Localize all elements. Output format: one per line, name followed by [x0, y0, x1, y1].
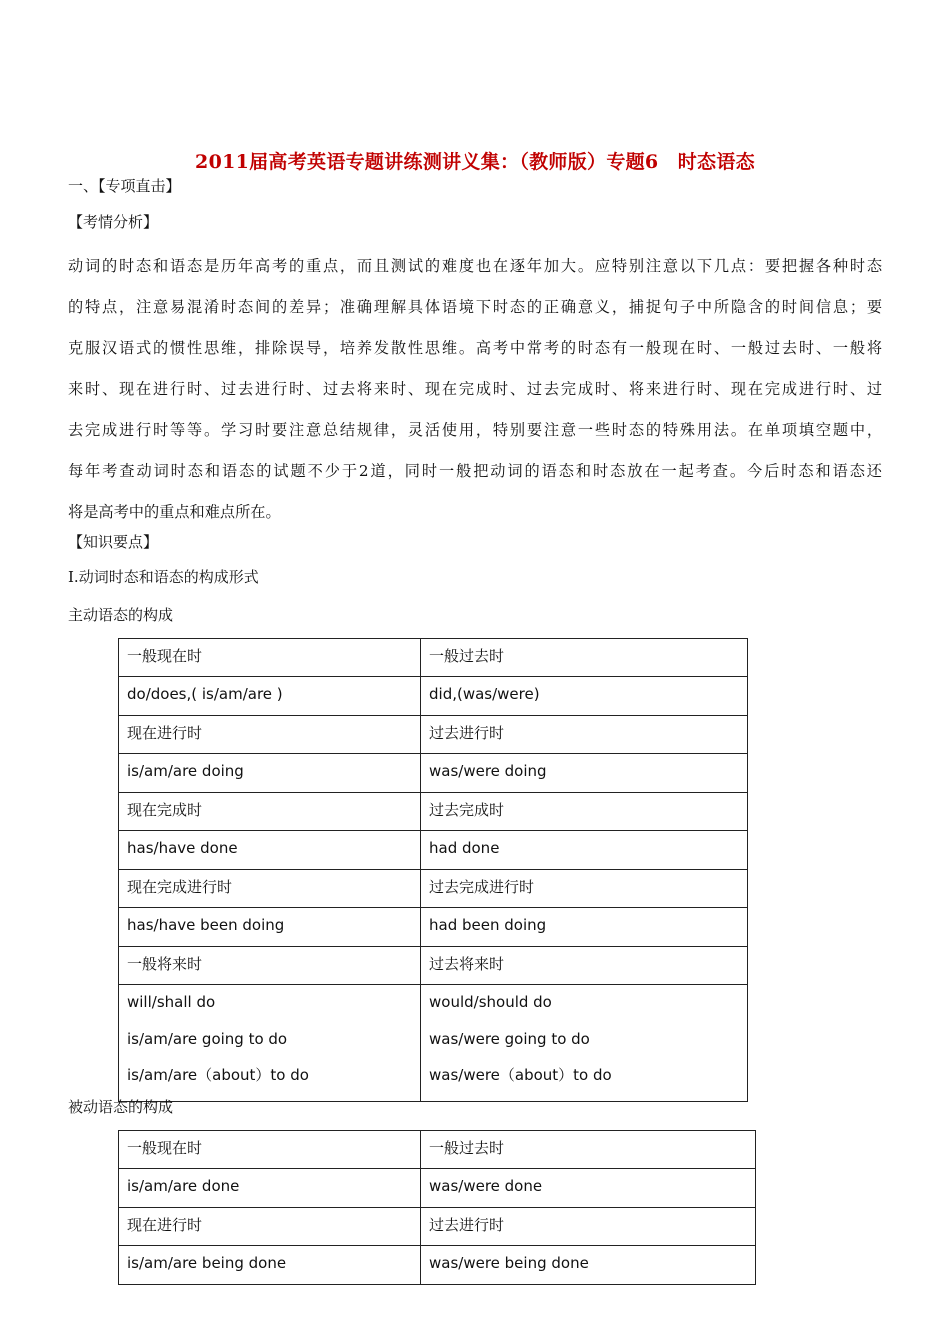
paragraph-line: 克服汉语式的惯性思维，排除误导，培养发散性思维。高考中常考的时态有一般现在时、一般过去时、一般将	[68, 339, 882, 357]
table-cell: 过去完成时	[421, 793, 748, 831]
table-row	[119, 985, 748, 1102]
active-voice-table	[118, 638, 748, 1102]
table-cell: 过去进行时	[421, 716, 748, 754]
document-title: 2011届高考英语专题讲练测讲义集：（教师版）专题6 时态语态	[195, 151, 755, 173]
table-cell: 过去完成进行时	[421, 870, 748, 908]
cell-line: is/am/are going to do	[127, 1029, 288, 1048]
table-cell: has/have been doing	[119, 908, 421, 947]
table-cell: was/were being done	[421, 1246, 756, 1285]
table-cell: is/am/are done	[119, 1169, 421, 1208]
table-row	[119, 1208, 756, 1246]
table-cell	[119, 985, 421, 1102]
passive-voice-heading: 被动语态的构成	[68, 1098, 174, 1116]
cell-line: would/should do	[429, 993, 552, 1011]
analysis-heading: 【考情分析】	[68, 213, 159, 231]
table-cell: had done	[421, 831, 748, 870]
paragraph-line: 每年考查动词时态和语态的试题不少于2道，同时一般把动词的语态和时态放在一起考查。今后时态和语态还	[68, 462, 882, 480]
table-row	[119, 908, 748, 947]
table-cell: 一般现在时	[119, 639, 421, 677]
table-row	[119, 831, 748, 870]
table-cell: do/does,( is/am/are )	[119, 677, 421, 716]
table-row	[119, 677, 748, 716]
table-row	[119, 639, 748, 677]
table-cell: 现在进行时	[119, 1208, 421, 1246]
paragraph-line: 动词的时态和语态是历年高考的重点，而且测试的难度也在逐年加大。应特别注意以下几点：要把握各种时态	[68, 257, 882, 275]
paragraph-line: 来时、现在进行时、过去进行时、过去将来时、现在完成时、过去完成时、将来进行时、现在完成进行时、过	[68, 380, 882, 398]
cell-line: is/am/are（about）to do	[127, 1066, 309, 1084]
table-cell: 一般过去时	[421, 639, 748, 677]
table-cell: was/were doing	[421, 754, 748, 793]
cell-line: will/shall do	[127, 993, 216, 1011]
subsection-heading: Ⅰ.动词时态和语态的构成形式	[68, 568, 259, 586]
table-cell: is/am/are being done	[119, 1246, 421, 1285]
table-cell: 一般现在时	[119, 1131, 421, 1169]
table-cell: 现在完成进行时	[119, 870, 421, 908]
table-cell: 过去将来时	[421, 947, 748, 985]
table-cell: was/were done	[421, 1169, 756, 1208]
table-cell: 一般将来时	[119, 947, 421, 985]
paragraph-line: 去完成进行时等等。学习时要注意总结规律，灵活使用，特别要注意一些时态的特殊用法。在单项填空题中，	[68, 421, 882, 439]
knowledge-heading: 【知识要点】	[68, 533, 159, 551]
table-cell: did,(was/were)	[421, 677, 748, 716]
table-cell: 现在完成时	[119, 793, 421, 831]
table-row	[119, 1246, 756, 1285]
table-cell	[421, 985, 748, 1102]
paragraph-line: 将是高考中的重点和难点所在。	[68, 503, 281, 521]
table-cell: 一般过去时	[421, 1131, 756, 1169]
section-heading: 一、【专项直击】	[68, 177, 181, 195]
paragraph-line: 的特点，注意易混淆时态间的差异；准确理解具体语境下时态的正确意义，捕捉句子中所隐含的时间信息；要	[68, 298, 882, 316]
table-row	[119, 793, 748, 831]
analysis-paragraph	[68, 246, 882, 533]
table-row	[119, 716, 748, 754]
table-cell: is/am/are doing	[119, 754, 421, 793]
passive-voice-table	[118, 1130, 756, 1285]
table-row	[119, 947, 748, 985]
cell-line: was/were going to do	[429, 1029, 590, 1048]
table-row	[119, 870, 748, 908]
active-voice-heading: 主动语态的构成	[68, 606, 174, 624]
table-row	[119, 1131, 756, 1169]
table-cell: has/have done	[119, 831, 421, 870]
table-cell: had been doing	[421, 908, 748, 947]
table-row	[119, 754, 748, 793]
table-row	[119, 1169, 756, 1208]
table-cell: 过去进行时	[421, 1208, 756, 1246]
table-cell: 现在进行时	[119, 716, 421, 754]
cell-line: was/were（about）to do	[429, 1066, 612, 1084]
